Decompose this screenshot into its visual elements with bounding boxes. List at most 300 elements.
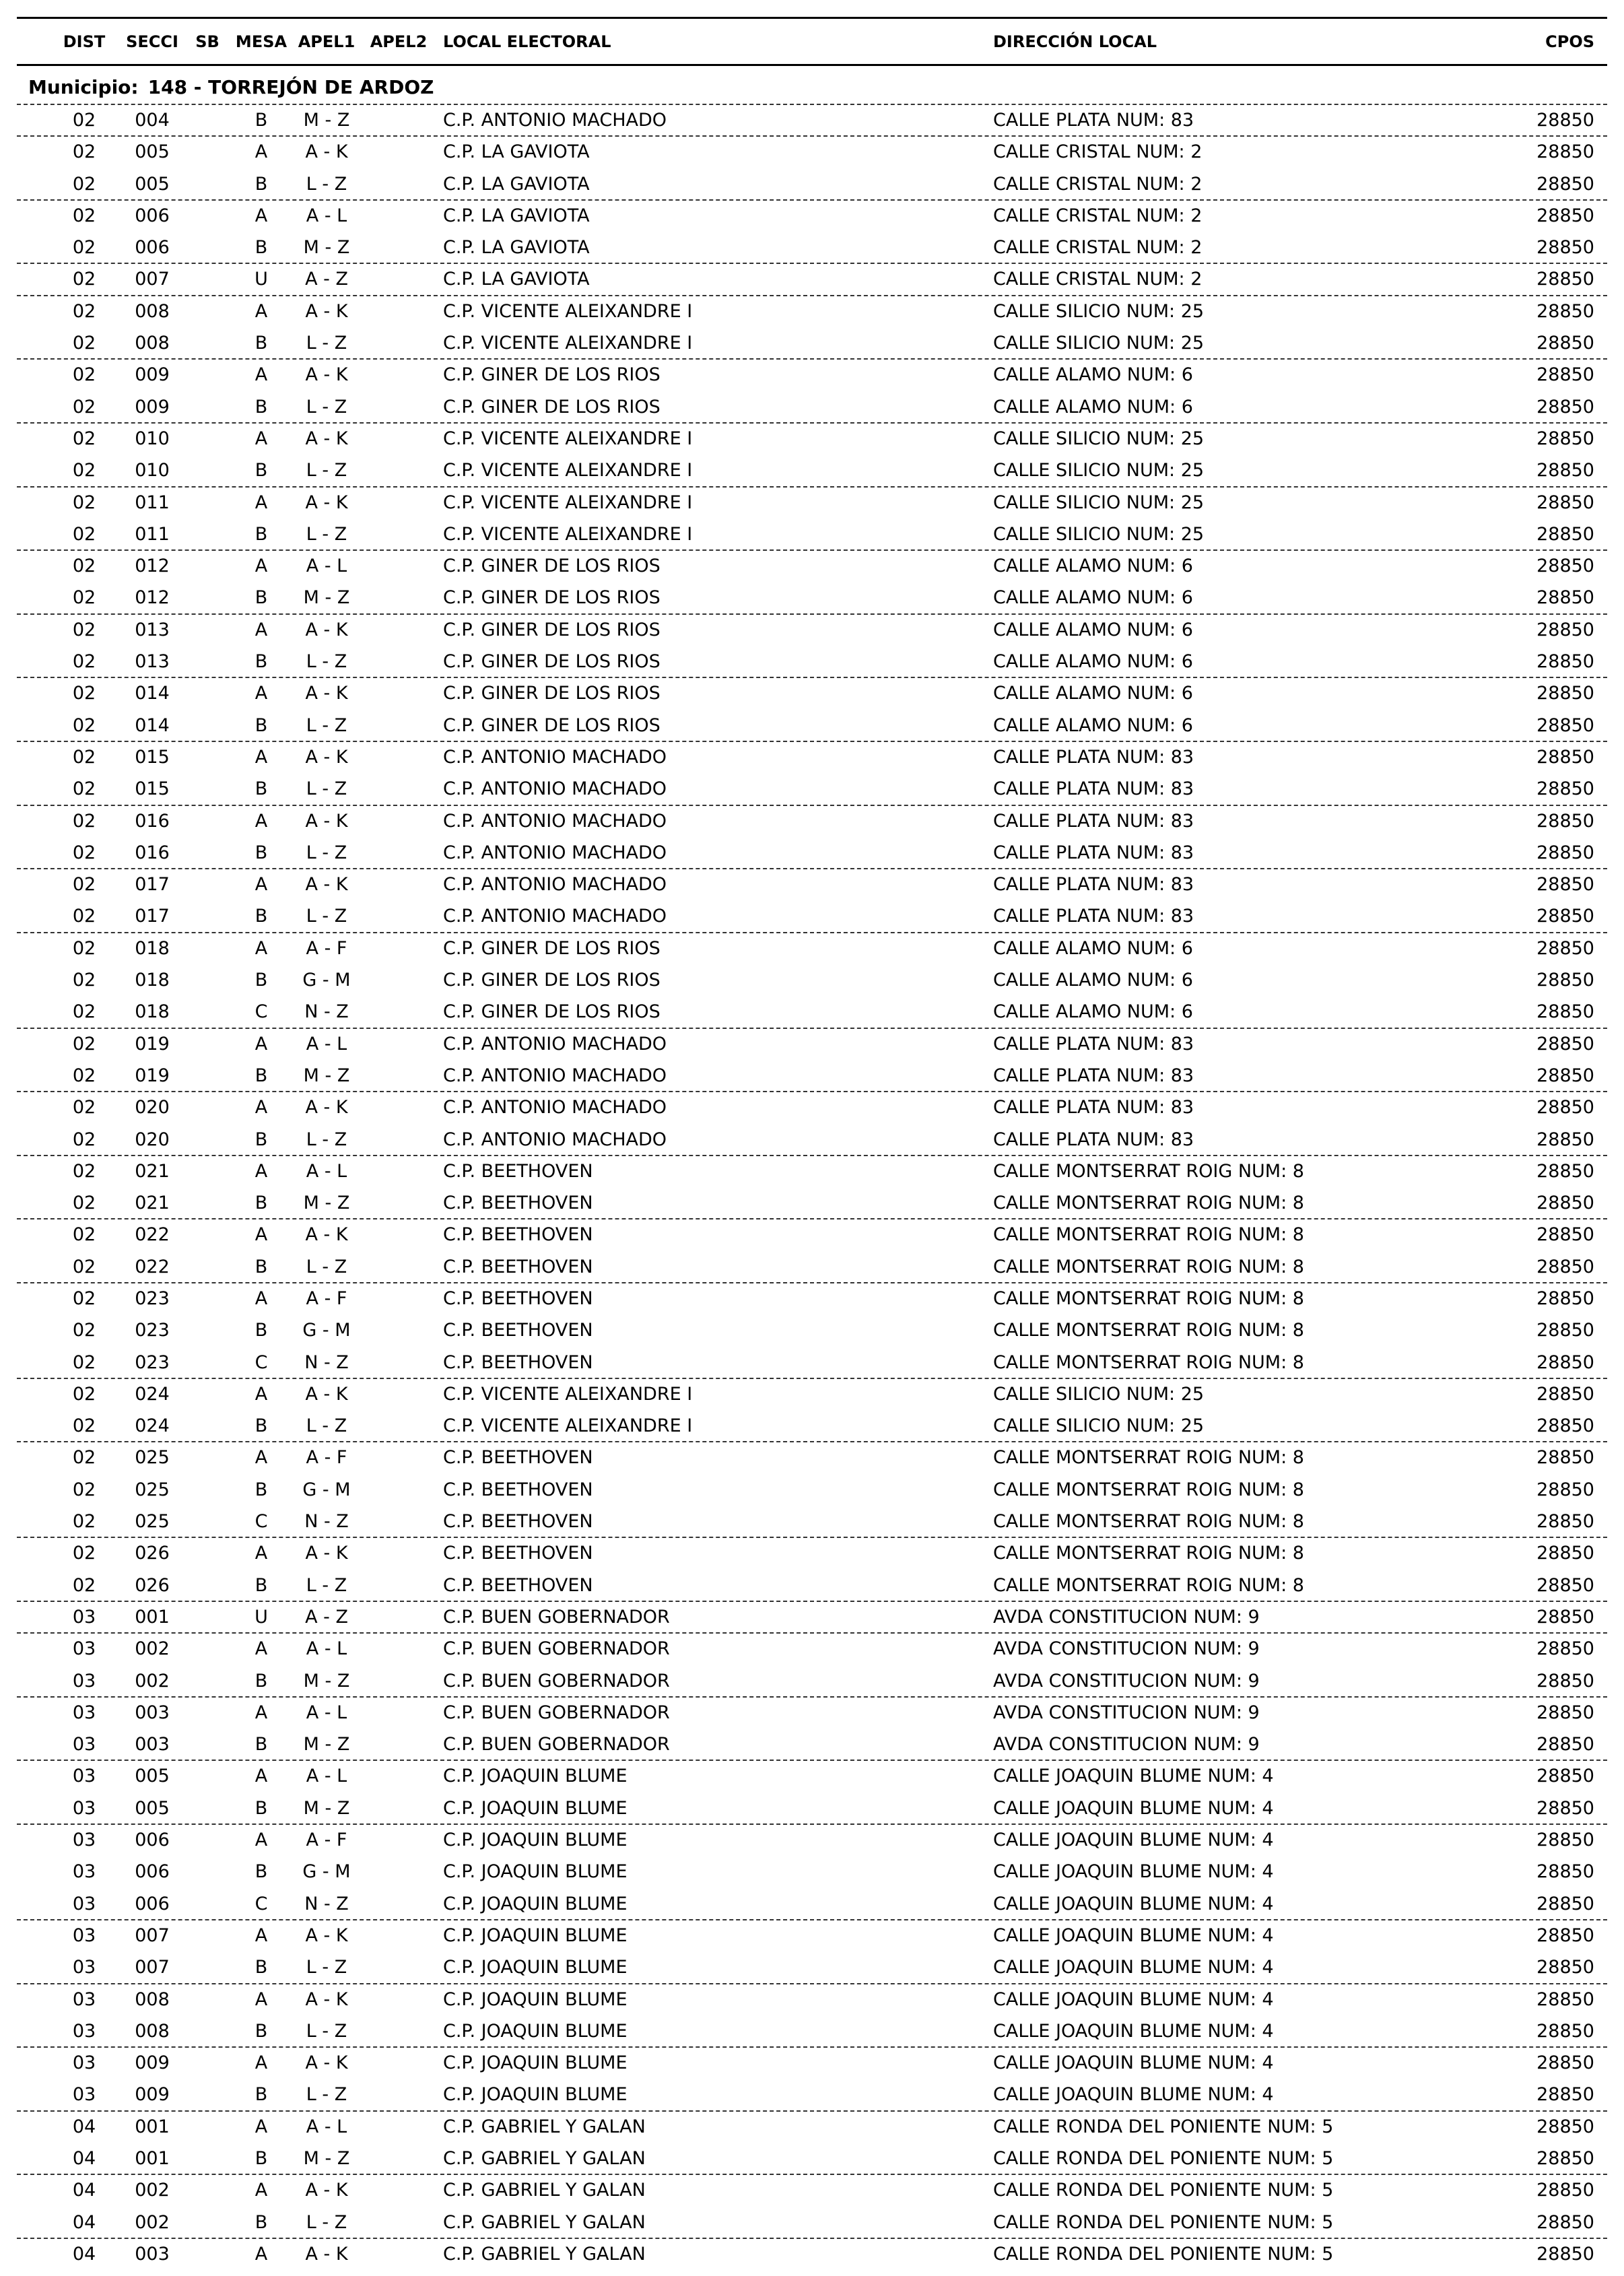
cell-local-electoral: C.P. ANTONIO MACHADO (443, 1129, 667, 1150)
cell-local-electoral: C.P. LA GAVIOTA (443, 237, 590, 259)
cell-cpos: 28850 (1536, 1734, 1594, 1755)
cell-apel1: A - K (305, 1097, 348, 1118)
cell-mesa: B (255, 1065, 268, 1086)
cell-apel1: A - K (305, 874, 348, 896)
cell-direccion-local: CALLE ALAMO NUM: 6 (993, 937, 1193, 959)
section-separator (17, 1632, 1607, 1634)
table-row (0, 295, 1624, 327)
cell-local-electoral: C.P. JOAQUIN BLUME (443, 1766, 628, 1787)
cell-mesa: B (255, 2148, 268, 2169)
cell-local-electoral: C.P. VICENTE ALEIXANDRE I (443, 428, 693, 449)
table-row (0, 2174, 1624, 2205)
table-row (0, 231, 1624, 263)
cell-direccion-local: AVDA CONSTITUCION NUM: 9 (993, 1734, 1260, 1755)
cell-dist: 02 (72, 1351, 96, 1373)
cell-direccion-local: CALLE ALAMO NUM: 6 (993, 683, 1193, 704)
table-row (0, 836, 1624, 868)
cell-apel1: N - Z (304, 1511, 349, 1533)
cell-apel1: L - Z (306, 396, 347, 417)
cell-secci: 014 (135, 714, 170, 736)
section-separator (17, 1760, 1607, 1761)
cell-dist: 02 (72, 1415, 96, 1437)
cell-apel1: A - F (306, 937, 347, 959)
cell-local-electoral: C.P. ANTONIO MACHADO (443, 1033, 667, 1055)
cell-secci: 005 (135, 1766, 170, 1787)
table-row (0, 104, 1624, 135)
cell-mesa: A (255, 300, 268, 322)
cell-secci: 012 (135, 587, 170, 609)
cell-local-electoral: C.P. GINER DE LOS RIOS (443, 619, 661, 640)
table-row (0, 1091, 1624, 1123)
cell-cpos: 28850 (1536, 1383, 1594, 1405)
cell-apel1: A - L (306, 2116, 347, 2137)
cell-dist: 03 (72, 2084, 96, 2106)
cell-cpos: 28850 (1536, 1638, 1594, 1660)
cell-secci: 012 (135, 556, 170, 577)
cell-secci: 010 (135, 428, 170, 449)
cell-mesa: B (255, 1129, 268, 1150)
cell-secci: 016 (135, 810, 170, 832)
cell-secci: 003 (135, 1734, 170, 1755)
cell-dist: 02 (72, 746, 96, 768)
cell-cpos: 28850 (1536, 523, 1594, 545)
municipio-label: Municipio: (28, 76, 139, 98)
cell-local-electoral: C.P. BEETHOVEN (443, 1320, 593, 1341)
cell-dist: 04 (72, 2148, 96, 2169)
cell-apel1: L - Z (306, 460, 347, 481)
cell-apel1: L - Z (306, 651, 347, 673)
table-row (0, 645, 1624, 677)
section-separator (17, 1823, 1607, 1825)
cell-cpos: 28850 (1536, 1033, 1594, 1055)
cell-secci: 002 (135, 2180, 170, 2201)
table-row (0, 1250, 1624, 1282)
cell-apel1: L - Z (306, 2211, 347, 2233)
cell-dist: 02 (72, 937, 96, 959)
section-separator (17, 422, 1607, 424)
cell-secci: 006 (135, 1893, 170, 1914)
cell-local-electoral: C.P. GABRIEL Y GALAN (443, 2180, 646, 2201)
table-row (0, 1409, 1624, 1441)
cell-mesa: A (255, 1766, 268, 1787)
cell-dist: 02 (72, 173, 96, 195)
cell-cpos: 28850 (1536, 1193, 1594, 1214)
cell-local-electoral: C.P. GINER DE LOS RIOS (443, 970, 661, 991)
cell-dist: 02 (72, 619, 96, 640)
cell-cpos: 28850 (1536, 1256, 1594, 1277)
cell-apel1: A - K (305, 746, 348, 768)
municipio-value: 148 - TORREJÓN DE ARDOZ (147, 76, 434, 98)
cell-apel1: A - K (305, 1924, 348, 1946)
table-row (0, 1951, 1624, 1982)
cell-secci: 025 (135, 1511, 170, 1533)
cell-local-electoral: C.P. GINER DE LOS RIOS (443, 556, 661, 577)
cell-local-electoral: C.P. BUEN GOBERNADOR (443, 1670, 670, 1692)
cell-dist: 02 (72, 714, 96, 736)
cell-local-electoral: C.P. VICENTE ALEIXANDRE I (443, 460, 693, 481)
cell-direccion-local: CALLE JOAQUIN BLUME NUM: 4 (993, 1988, 1274, 2010)
cell-direccion-local: CALLE RONDA DEL PONIENTE NUM: 5 (993, 2243, 1334, 2265)
cell-dist: 03 (72, 1830, 96, 1851)
table-row (0, 1473, 1624, 1505)
cell-mesa: A (255, 1160, 268, 1182)
table-row (0, 1823, 1624, 1855)
cell-apel1: L - Z (306, 173, 347, 195)
cell-secci: 004 (135, 110, 170, 131)
cell-mesa: A (255, 1924, 268, 1946)
cell-secci: 019 (135, 1033, 170, 1055)
cell-direccion-local: CALLE PLATA NUM: 83 (993, 842, 1194, 863)
cell-direccion-local: CALLE SILICIO NUM: 25 (993, 460, 1205, 481)
cell-apel1: A - L (306, 1702, 347, 1723)
cell-mesa: B (255, 523, 268, 545)
cell-mesa: A (255, 810, 268, 832)
cell-direccion-local: CALLE MONTSERRAT ROIG NUM: 8 (993, 1287, 1304, 1309)
cell-cpos: 28850 (1536, 1351, 1594, 1373)
cell-cpos: 28850 (1536, 2052, 1594, 2074)
cell-mesa: B (255, 173, 268, 195)
cell-local-electoral: C.P. BEETHOVEN (443, 1447, 593, 1469)
cell-local-electoral: C.P. JOAQUIN BLUME (443, 1957, 628, 1978)
cell-direccion-local: AVDA CONSTITUCION NUM: 9 (993, 1702, 1260, 1723)
cell-dist: 02 (72, 492, 96, 513)
cell-mesa: B (255, 587, 268, 609)
table-row (0, 1028, 1624, 1059)
cell-dist: 02 (72, 460, 96, 481)
cell-cpos: 28850 (1536, 746, 1594, 768)
header-local-electoral: LOCAL ELECTORAL (443, 32, 611, 51)
cell-mesa: A (255, 746, 268, 768)
cell-apel1: A - K (305, 1224, 348, 1246)
cell-direccion-local: CALLE ALAMO NUM: 6 (993, 364, 1193, 386)
cell-secci: 009 (135, 364, 170, 386)
cell-apel1: A - Z (305, 269, 348, 290)
table-row (0, 1123, 1624, 1155)
cell-direccion-local: CALLE ALAMO NUM: 6 (993, 396, 1193, 417)
cell-dist: 03 (72, 1638, 96, 1660)
cell-apel1: G - M (302, 1479, 351, 1500)
cell-apel1: A - K (305, 300, 348, 322)
cell-secci: 006 (135, 205, 170, 226)
section-separator (17, 135, 1607, 137)
cell-secci: 015 (135, 778, 170, 800)
cell-direccion-local: CALLE MONTSERRAT ROIG NUM: 8 (993, 1574, 1304, 1596)
cell-dist: 02 (72, 970, 96, 991)
cell-secci: 003 (135, 1702, 170, 1723)
cell-apel1: A - L (306, 556, 347, 577)
cell-mesa: A (255, 1830, 268, 1851)
cell-direccion-local: AVDA CONSTITUCION NUM: 9 (993, 1670, 1260, 1692)
cell-cpos: 28850 (1536, 1320, 1594, 1341)
cell-direccion-local: CALLE MONTSERRAT ROIG NUM: 8 (993, 1160, 1304, 1182)
cell-local-electoral: C.P. LA GAVIOTA (443, 173, 590, 195)
cell-dist: 02 (72, 587, 96, 609)
cell-secci: 017 (135, 874, 170, 896)
cell-dist: 02 (72, 810, 96, 832)
cell-secci: 024 (135, 1415, 170, 1437)
cell-mesa: B (255, 714, 268, 736)
cell-apel1: A - K (305, 683, 348, 704)
cell-direccion-local: CALLE JOAQUIN BLUME NUM: 4 (993, 1830, 1274, 1851)
cell-direccion-local: CALLE ALAMO NUM: 6 (993, 556, 1193, 577)
cell-apel1: M - Z (303, 2148, 350, 2169)
cell-mesa: B (255, 1957, 268, 1978)
cell-local-electoral: C.P. JOAQUIN BLUME (443, 1893, 628, 1914)
cell-direccion-local: CALLE ALAMO NUM: 6 (993, 1001, 1193, 1023)
cell-secci: 023 (135, 1320, 170, 1341)
cell-mesa: B (255, 1574, 268, 1596)
section-separator (17, 868, 1607, 869)
cell-local-electoral: C.P. BEETHOVEN (443, 1160, 593, 1182)
cell-apel1: A - F (306, 1830, 347, 1851)
cell-dist: 02 (72, 333, 96, 354)
cell-cpos: 28850 (1536, 1447, 1594, 1469)
cell-mesa: A (255, 141, 268, 163)
cell-mesa: B (255, 906, 268, 927)
cell-mesa: A (255, 1543, 268, 1564)
cell-mesa: B (255, 460, 268, 481)
cell-local-electoral: C.P. GINER DE LOS RIOS (443, 651, 661, 673)
cell-dist: 02 (72, 141, 96, 163)
cell-secci: 001 (135, 2116, 170, 2137)
cell-dist: 02 (72, 1574, 96, 1596)
cell-direccion-local: CALLE PLATA NUM: 83 (993, 110, 1194, 131)
table-row (0, 1505, 1624, 1537)
cell-local-electoral: C.P. BEETHOVEN (443, 1256, 593, 1277)
cell-mesa: A (255, 1702, 268, 1723)
table-row (0, 1728, 1624, 1760)
cell-mesa: B (255, 110, 268, 131)
cell-mesa: B (255, 651, 268, 673)
cell-direccion-local: CALLE PLATA NUM: 83 (993, 1065, 1194, 1086)
cell-direccion-local: AVDA CONSTITUCION NUM: 9 (993, 1606, 1260, 1628)
table-row (0, 1346, 1624, 1378)
cell-apel1: M - Z (303, 237, 350, 259)
cell-local-electoral: C.P. GABRIEL Y GALAN (443, 2243, 646, 2265)
cell-secci: 006 (135, 1861, 170, 1883)
cell-apel1: A - K (305, 619, 348, 640)
cell-apel1: G - M (302, 970, 351, 991)
header-mesa: MESA (235, 32, 287, 51)
cell-local-electoral: C.P. ANTONIO MACHADO (443, 746, 667, 768)
section-separator (17, 1601, 1607, 1602)
cell-local-electoral: C.P. ANTONIO MACHADO (443, 110, 667, 131)
table-row (0, 1569, 1624, 1601)
cell-direccion-local: CALLE SILICIO NUM: 25 (993, 523, 1205, 545)
cell-direccion-local: CALLE PLATA NUM: 83 (993, 874, 1194, 896)
cell-direccion-local: CALLE ALAMO NUM: 6 (993, 619, 1193, 640)
cell-cpos: 28850 (1536, 1670, 1594, 1692)
cell-local-electoral: C.P. GABRIEL Y GALAN (443, 2148, 646, 2169)
cell-apel1: L - Z (306, 2020, 347, 2042)
section-separator (17, 2238, 1607, 2239)
cell-mesa: U (255, 269, 268, 290)
cell-apel1: L - Z (306, 1129, 347, 1150)
header-apel1: APEL1 (298, 32, 356, 51)
cell-direccion-local: CALLE MONTSERRAT ROIG NUM: 8 (993, 1351, 1304, 1373)
cell-secci: 021 (135, 1160, 170, 1182)
header-apel2: APEL2 (370, 32, 428, 51)
cell-cpos: 28850 (1536, 2148, 1594, 2169)
table-row (0, 391, 1624, 422)
cell-mesa: B (255, 396, 268, 417)
cell-mesa: A (255, 205, 268, 226)
cell-dist: 02 (72, 1383, 96, 1405)
cell-direccion-local: CALLE MONTSERRAT ROIG NUM: 8 (993, 1447, 1304, 1469)
cell-dist: 02 (72, 683, 96, 704)
section-separator (17, 1441, 1607, 1442)
cell-apel1: A - K (305, 1543, 348, 1564)
table-row (0, 1792, 1624, 1823)
section-separator (17, 677, 1607, 678)
cell-direccion-local: CALLE ALAMO NUM: 6 (993, 714, 1193, 736)
cell-dist: 02 (72, 428, 96, 449)
section-separator (17, 932, 1607, 933)
cell-dist: 02 (72, 1256, 96, 1277)
cell-mesa: B (255, 1797, 268, 1819)
cell-apel1: L - Z (306, 714, 347, 736)
cell-mesa: B (255, 1415, 268, 1437)
table-row (0, 327, 1624, 358)
table-row (0, 1855, 1624, 1887)
cell-secci: 009 (135, 2052, 170, 2074)
table-row (0, 263, 1624, 294)
cell-dist: 02 (72, 1320, 96, 1341)
cell-secci: 023 (135, 1287, 170, 1309)
cell-apel1: A - L (306, 205, 347, 226)
cell-dist: 02 (72, 1224, 96, 1246)
cell-mesa: A (255, 556, 268, 577)
cell-mesa: B (255, 1256, 268, 1277)
table-row (0, 1919, 1624, 1951)
table-row (0, 1155, 1624, 1186)
section-separator (17, 1696, 1607, 1698)
cell-dist: 02 (72, 269, 96, 290)
cell-direccion-local: CALLE CRISTAL NUM: 2 (993, 205, 1203, 226)
table-header (0, 17, 1624, 64)
cell-direccion-local: CALLE ALAMO NUM: 6 (993, 970, 1193, 991)
cell-cpos: 28850 (1536, 1511, 1594, 1533)
cell-apel1: A - K (305, 1383, 348, 1405)
cell-dist: 03 (72, 1797, 96, 1819)
cell-mesa: A (255, 1287, 268, 1309)
cell-direccion-local: CALLE JOAQUIN BLUME NUM: 4 (993, 2084, 1274, 2106)
cell-local-electoral: C.P. BEETHOVEN (443, 1287, 593, 1309)
cell-direccion-local: CALLE SILICIO NUM: 25 (993, 492, 1205, 513)
section-separator (17, 1378, 1607, 1379)
cell-apel1: A - K (305, 141, 348, 163)
table-row (0, 677, 1624, 708)
cell-cpos: 28850 (1536, 2211, 1594, 2233)
header-direccion-local: DIRECCIÓN LOCAL (993, 32, 1157, 51)
cell-secci: 008 (135, 1988, 170, 2010)
cell-apel1: A - K (305, 2180, 348, 2201)
cell-apel1: L - Z (306, 1256, 347, 1277)
section-separator (17, 1537, 1607, 1538)
cell-cpos: 28850 (1536, 1574, 1594, 1596)
table-row (0, 741, 1624, 772)
cell-dist: 02 (72, 778, 96, 800)
table-row (0, 964, 1624, 995)
cell-cpos: 28850 (1536, 1924, 1594, 1946)
cell-mesa: B (255, 2020, 268, 2042)
cell-mesa: B (255, 1193, 268, 1214)
cell-local-electoral: C.P. ANTONIO MACHADO (443, 778, 667, 800)
cell-cpos: 28850 (1536, 1160, 1594, 1182)
cell-secci: 011 (135, 523, 170, 545)
cell-cpos: 28850 (1536, 778, 1594, 800)
cell-apel1: L - Z (306, 1957, 347, 1978)
cell-local-electoral: C.P. GINER DE LOS RIOS (443, 683, 661, 704)
cell-direccion-local: CALLE MONTSERRAT ROIG NUM: 8 (993, 1256, 1304, 1277)
cell-secci: 013 (135, 619, 170, 640)
cell-secci: 026 (135, 1543, 170, 1564)
cell-dist: 02 (72, 1479, 96, 1500)
cell-apel1: L - Z (306, 906, 347, 927)
cell-direccion-local: CALLE MONTSERRAT ROIG NUM: 8 (993, 1543, 1304, 1564)
cell-direccion-local: CALLE JOAQUIN BLUME NUM: 4 (993, 1924, 1274, 1946)
cell-secci: 008 (135, 300, 170, 322)
cell-apel1: M - Z (303, 587, 350, 609)
table-body (0, 104, 1624, 2269)
cell-local-electoral: C.P. BUEN GOBERNADOR (443, 1606, 670, 1628)
cell-apel1: N - Z (304, 1001, 349, 1023)
cell-dist: 03 (72, 2052, 96, 2074)
cell-direccion-local: CALLE CRISTAL NUM: 2 (993, 269, 1203, 290)
cell-local-electoral: C.P. BEETHOVEN (443, 1224, 593, 1246)
section-separator (17, 1091, 1607, 1092)
cell-mesa: B (255, 333, 268, 354)
cell-mesa: A (255, 492, 268, 513)
cell-dist: 02 (72, 110, 96, 131)
cell-cpos: 28850 (1536, 587, 1594, 609)
cell-cpos: 28850 (1536, 141, 1594, 163)
table-row (0, 2015, 1624, 2046)
cell-cpos: 28850 (1536, 333, 1594, 354)
cell-direccion-local: CALLE SILICIO NUM: 25 (993, 333, 1205, 354)
cell-cpos: 28850 (1536, 1065, 1594, 1086)
cell-cpos: 28850 (1536, 1479, 1594, 1500)
cell-cpos: 28850 (1536, 874, 1594, 896)
table-row (0, 486, 1624, 518)
cell-dist: 02 (72, 300, 96, 322)
cell-local-electoral: C.P. ANTONIO MACHADO (443, 842, 667, 863)
cell-cpos: 28850 (1536, 173, 1594, 195)
cell-cpos: 28850 (1536, 1957, 1594, 1978)
cell-local-electoral: C.P. GABRIEL Y GALAN (443, 2211, 646, 2233)
cell-cpos: 28850 (1536, 300, 1594, 322)
cell-dist: 02 (72, 1193, 96, 1214)
table-row (0, 709, 1624, 741)
header-cpos: CPOS (1545, 32, 1594, 51)
cell-cpos: 28850 (1536, 492, 1594, 513)
cell-direccion-local: CALLE JOAQUIN BLUME NUM: 4 (993, 1797, 1274, 1819)
cell-direccion-local: CALLE RONDA DEL PONIENTE NUM: 5 (993, 2148, 1334, 2169)
cell-mesa: A (255, 2180, 268, 2201)
cell-mesa: A (255, 937, 268, 959)
section-separator (17, 199, 1607, 201)
cell-mesa: B (255, 778, 268, 800)
cell-dist: 02 (72, 396, 96, 417)
cell-secci: 021 (135, 1193, 170, 1214)
table-row (0, 900, 1624, 931)
cell-cpos: 28850 (1536, 1224, 1594, 1246)
cell-apel1: L - Z (306, 523, 347, 545)
cell-cpos: 28850 (1536, 556, 1594, 577)
cell-local-electoral: C.P. VICENTE ALEIXANDRE I (443, 523, 693, 545)
section-separator (17, 1028, 1607, 1029)
cell-cpos: 28850 (1536, 970, 1594, 991)
